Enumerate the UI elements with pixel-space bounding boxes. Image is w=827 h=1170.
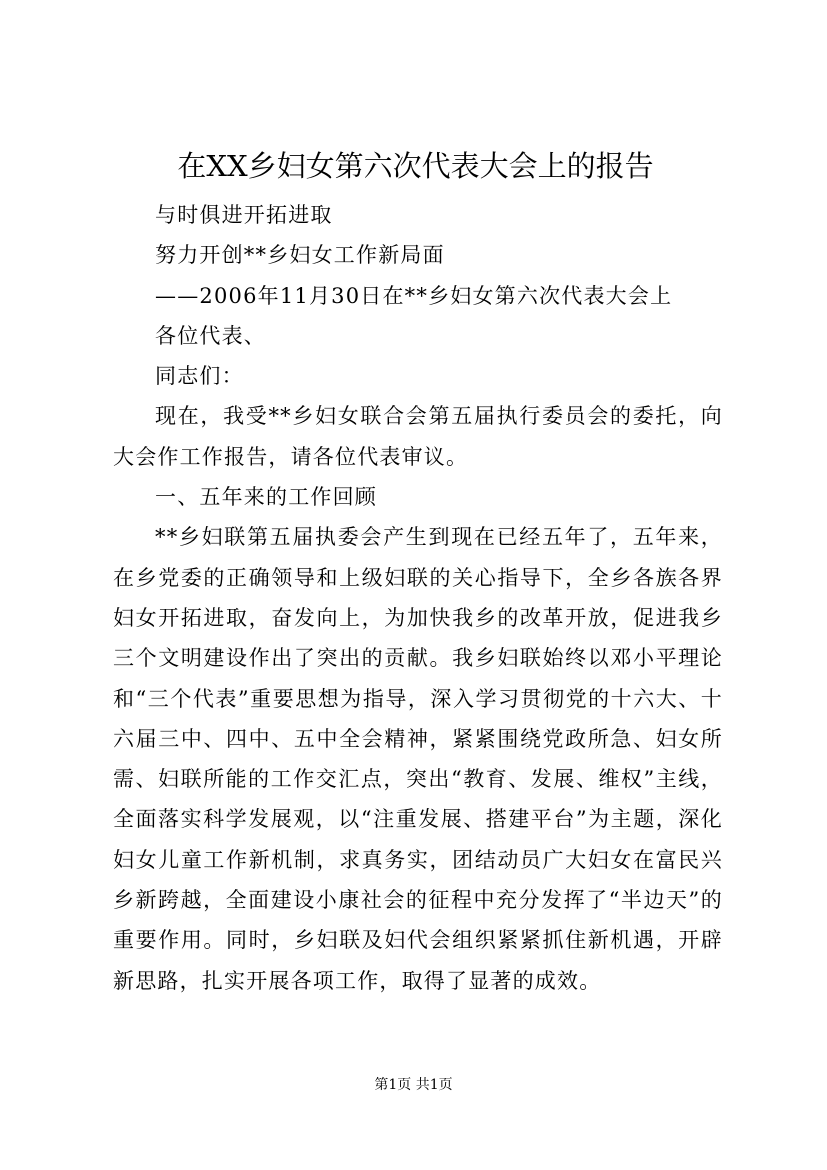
section-heading: 一、五年来的工作回顾 (155, 485, 377, 510)
salutation-line-1: 各位代表、 (155, 323, 266, 348)
document-body (113, 195, 723, 1001)
body-paragraph: **乡妇联第五届执委会产生到现在已经五年了，五年来，在乡党委的正确领导和上级妇联的关心指导下，全乡各族各界妇女开拓进取，奋发向上，为加快我乡的改革开放，促进我乡三个文明建设作出了突出的贡献。我乡妇联始终以邓小平理论和“三个代表”重要思想为指导，深入学习贯彻党的十六大、十六届三中、四中、五中全会精神，紧紧围绕党政所急、妇女所需、妇联所能的工作交汇点，突出“教育、发展、维权”主线，全面落实科学发展观，以“注重发展、搭建平台”为主题，深化妇女儿童工作新机制，求真务实，团结动员广大妇女在富民兴乡新跨越，全面建设小康社会的征程中充分发挥了“半边天”的重要作用。同时，乡妇联及妇代会组织紧紧抓住新机遇，开辟新思路，扎实开展各项工作，取得了显著的成效。 (113, 525, 723, 993)
intro-paragraph: 现在，我受**乡妇女联合会第五届执行委员会的委托，向大会作工作报告，请各位代表审议。 (113, 404, 723, 469)
subtitle-line-1: 与时俱进开拓进取 (155, 203, 333, 227)
document-title: 在XX乡妇女第六次代表大会上的报告 (177, 149, 654, 183)
salutation-line-2: 同志们： (155, 364, 244, 389)
subtitle-line-2: 努力开创**乡妇女工作新局面 (155, 243, 445, 268)
subtitle-line-3: ——2006年11月30日在**乡妇女第六次代表大会上 (155, 283, 673, 308)
page-footer: 第1页 共1页 (374, 1077, 453, 1093)
